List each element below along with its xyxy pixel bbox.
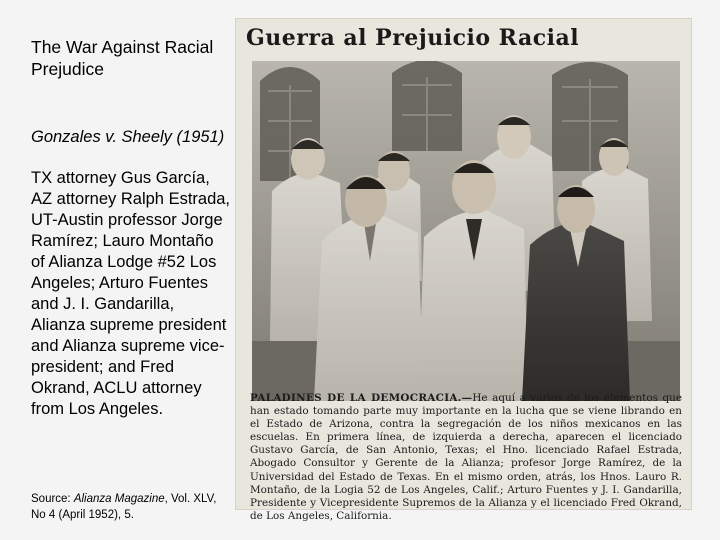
slide-text-column	[31, 36, 231, 420]
group-photo	[252, 61, 680, 401]
magazine-clipping	[236, 19, 691, 522]
case-name: Gonzales v. Sheely (1951)	[31, 128, 225, 146]
source-citation	[31, 491, 231, 523]
source-suffix: , Vol. XLV, No 4 (April 1952), 5.	[31, 493, 217, 521]
people-description: TX attorney Gus García, AZ attorney Ralph Estrada, UT-Austin professor Jorge Ramírez; Lauro Montaño of Alianza Lodge #52 Los Angeles; Arturo Fuentes and J. I. Gandarilla, Alianza supreme president and Alianza supreme vice-president; and Fred Okrand, ACLU attorney from Los Angeles.	[31, 169, 231, 418]
source-title: Alianza Magazine	[73, 493, 165, 505]
caption-lead: PALADINES DE LA DEMOCRACIA.—	[250, 392, 473, 404]
clipping-caption	[250, 392, 682, 523]
caption-body: He aquí a varios de los elementos que han estado tomando parte muy importante en la lucha que se viene librando en el Estado de Arizona, contra la segregación de los niños mexicanos en las escuelas. En primera línea, de izquierda a derecha, aparecen el licenciado Gustavo García, de San Antonio, Texas; el Hno. licenciado Rafael Estrada, Abogado Consultor y Gerente de la Alianza; profesor Jorge Ramírez, de la Universidad del Estado de Texas. En el mismo orden, atrás, los Hnos. Lauro R. Montaño, de la Logia 52 de Los Angeles, Calif.; Arturo Fuentes y J. I. Gandarilla, Presidente y Vicepresidente Supremos de la Alianza y el licenciado Fred Okrand, de Los Angeles, California.	[250, 392, 682, 522]
slide-title: The War Against Racial Prejudice	[31, 37, 214, 79]
source-prefix: Source:	[31, 493, 74, 505]
clipping-headline: Guerra al Prejuicio Racial	[246, 25, 580, 51]
